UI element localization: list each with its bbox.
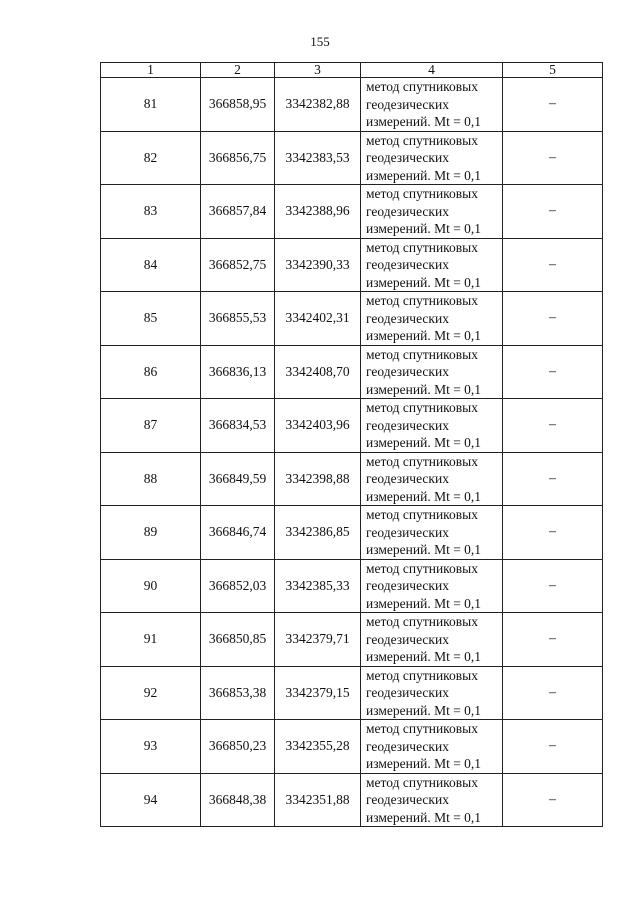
note-cell: – (503, 452, 603, 506)
method-line: геодезических (366, 792, 449, 807)
x-coordinate-cell: 366855,53 (201, 292, 275, 346)
note-cell: – (503, 292, 603, 346)
x-coordinate-cell: 366850,23 (201, 720, 275, 774)
method-cell (361, 666, 503, 720)
method-line: метод спутниковых (366, 346, 478, 362)
method-cell (361, 185, 503, 239)
method-line: геодезических (366, 685, 449, 700)
method-line: геодезических (366, 96, 449, 112)
note-cell: – (503, 345, 603, 399)
note-cell: – (503, 720, 603, 774)
point-number-cell: 81 (101, 78, 201, 132)
method-line: измерений. Mt = 0,1 (366, 274, 482, 290)
point-number-cell: 92 (101, 666, 201, 720)
table-row (101, 506, 603, 560)
method-line: геодезических (366, 417, 449, 433)
x-coordinate-cell: 366834,53 (201, 399, 275, 453)
method-line: метод спутниковых (366, 400, 478, 415)
method-line: геодезических (366, 524, 449, 540)
point-number-cell: 89 (101, 506, 201, 560)
table-row (101, 292, 603, 346)
method-cell (361, 559, 503, 613)
table-row (101, 559, 603, 613)
table-row (101, 131, 603, 185)
x-coordinate-cell: 366849,59 (201, 452, 275, 506)
method-line: измерений. Mt = 0,1 (366, 595, 482, 611)
method-line: измерений. Mt = 0,1 (366, 756, 482, 771)
table-row (101, 613, 603, 667)
point-number-cell: 94 (101, 773, 201, 827)
header-col-1: 1 (101, 63, 201, 78)
method-line: метод спутниковых (366, 614, 478, 629)
point-number-cell: 83 (101, 185, 201, 239)
x-coordinate-cell: 366848,38 (201, 773, 275, 827)
x-coordinate-cell: 366857,84 (201, 185, 275, 239)
method-cell (361, 452, 503, 506)
point-number-cell: 85 (101, 292, 201, 346)
x-coordinate-cell: 366852,03 (201, 559, 275, 613)
table-row (101, 666, 603, 720)
note-cell: – (503, 399, 603, 453)
table-row (101, 720, 603, 774)
method-line: метод спутниковых (366, 186, 478, 201)
note-cell: – (503, 238, 603, 292)
method-line: метод спутниковых (366, 507, 478, 522)
method-line: метод спутниковых (366, 721, 478, 736)
method-line: геодезических (366, 150, 449, 165)
point-number-cell: 93 (101, 720, 201, 774)
x-coordinate-cell: 366836,13 (201, 345, 275, 399)
header-col-3: 3 (275, 63, 361, 78)
method-line: измерений. Mt = 0,1 (366, 435, 482, 450)
point-number-cell: 84 (101, 238, 201, 292)
y-coordinate-cell: 3342379,71 (275, 613, 361, 667)
method-line: измерений. Mt = 0,1 (366, 702, 482, 718)
header-col-2: 2 (201, 63, 275, 78)
method-cell (361, 773, 503, 827)
x-coordinate-cell: 366853,38 (201, 666, 275, 720)
table-row (101, 345, 603, 399)
point-number-cell: 82 (101, 131, 201, 185)
method-line: измерений. Mt = 0,1 (366, 328, 482, 343)
method-line: измерений. Mt = 0,1 (366, 809, 482, 825)
method-line: геодезических (366, 578, 449, 593)
y-coordinate-cell: 3342398,88 (275, 452, 361, 506)
method-line: метод спутниковых (366, 132, 478, 148)
y-coordinate-cell: 3342403,96 (275, 399, 361, 453)
coordinates-table (100, 62, 603, 827)
y-coordinate-cell: 3342388,96 (275, 185, 361, 239)
method-line: измерений. Mt = 0,1 (366, 542, 482, 557)
note-cell: – (503, 131, 603, 185)
header-col-4: 4 (361, 63, 503, 78)
method-line: геодезических (366, 310, 449, 326)
header-row (101, 63, 603, 78)
method-cell (361, 238, 503, 292)
y-coordinate-cell: 3342386,85 (275, 506, 361, 560)
method-line: геодезических (366, 631, 449, 647)
method-line: метод спутниковых (366, 79, 478, 94)
y-coordinate-cell: 3342383,53 (275, 131, 361, 185)
method-line: измерений. Mt = 0,1 (366, 221, 482, 236)
note-cell: – (503, 559, 603, 613)
method-line: измерений. Mt = 0,1 (366, 167, 482, 183)
y-coordinate-cell: 3342379,15 (275, 666, 361, 720)
x-coordinate-cell: 366850,85 (201, 613, 275, 667)
y-coordinate-cell: 3342351,88 (275, 773, 361, 827)
method-cell (361, 720, 503, 774)
note-cell: – (503, 78, 603, 132)
method-line: метод спутниковых (366, 667, 478, 683)
method-line: измерений. Mt = 0,1 (366, 381, 482, 397)
table-row (101, 78, 603, 132)
x-coordinate-cell: 366846,74 (201, 506, 275, 560)
table-row (101, 399, 603, 453)
method-line: измерений. Mt = 0,1 (366, 488, 482, 504)
point-number-cell: 86 (101, 345, 201, 399)
method-line: геодезических (366, 738, 449, 754)
x-coordinate-cell: 366856,75 (201, 131, 275, 185)
note-cell: – (503, 773, 603, 827)
note-cell: – (503, 506, 603, 560)
method-line: метод спутниковых (366, 560, 478, 576)
x-coordinate-cell: 366852,75 (201, 238, 275, 292)
point-number-cell: 91 (101, 613, 201, 667)
method-cell (361, 131, 503, 185)
method-cell (361, 345, 503, 399)
table-header (101, 63, 603, 78)
method-line: геодезических (366, 471, 449, 486)
table-row (101, 185, 603, 239)
y-coordinate-cell: 3342408,70 (275, 345, 361, 399)
note-cell: – (503, 185, 603, 239)
page-number: 155 (310, 34, 330, 49)
method-line: геодезических (366, 364, 449, 379)
method-line: метод спутниковых (366, 774, 478, 790)
table-row (101, 452, 603, 506)
method-cell (361, 613, 503, 667)
point-number-cell: 88 (101, 452, 201, 506)
method-line: геодезических (366, 257, 449, 272)
x-coordinate-cell: 366858,95 (201, 78, 275, 132)
method-cell (361, 78, 503, 132)
method-line: измерений. Mt = 0,1 (366, 649, 482, 664)
table-row (101, 238, 603, 292)
y-coordinate-cell: 3342382,88 (275, 78, 361, 132)
note-cell: – (503, 666, 603, 720)
header-col-5: 5 (503, 63, 603, 78)
y-coordinate-cell: 3342390,33 (275, 238, 361, 292)
method-line: метод спутниковых (366, 293, 478, 308)
method-cell (361, 506, 503, 560)
table-body (101, 78, 603, 827)
method-line: метод спутниковых (366, 453, 478, 469)
method-line: геодезических (366, 203, 449, 219)
y-coordinate-cell: 3342385,33 (275, 559, 361, 613)
y-coordinate-cell: 3342402,31 (275, 292, 361, 346)
y-coordinate-cell: 3342355,28 (275, 720, 361, 774)
point-number-cell: 87 (101, 399, 201, 453)
point-number-cell: 90 (101, 559, 201, 613)
note-cell: – (503, 613, 603, 667)
method-line: метод спутниковых (366, 239, 478, 255)
method-cell (361, 292, 503, 346)
table-row (101, 773, 603, 827)
method-cell (361, 399, 503, 453)
method-line: измерений. Mt = 0,1 (366, 114, 482, 129)
